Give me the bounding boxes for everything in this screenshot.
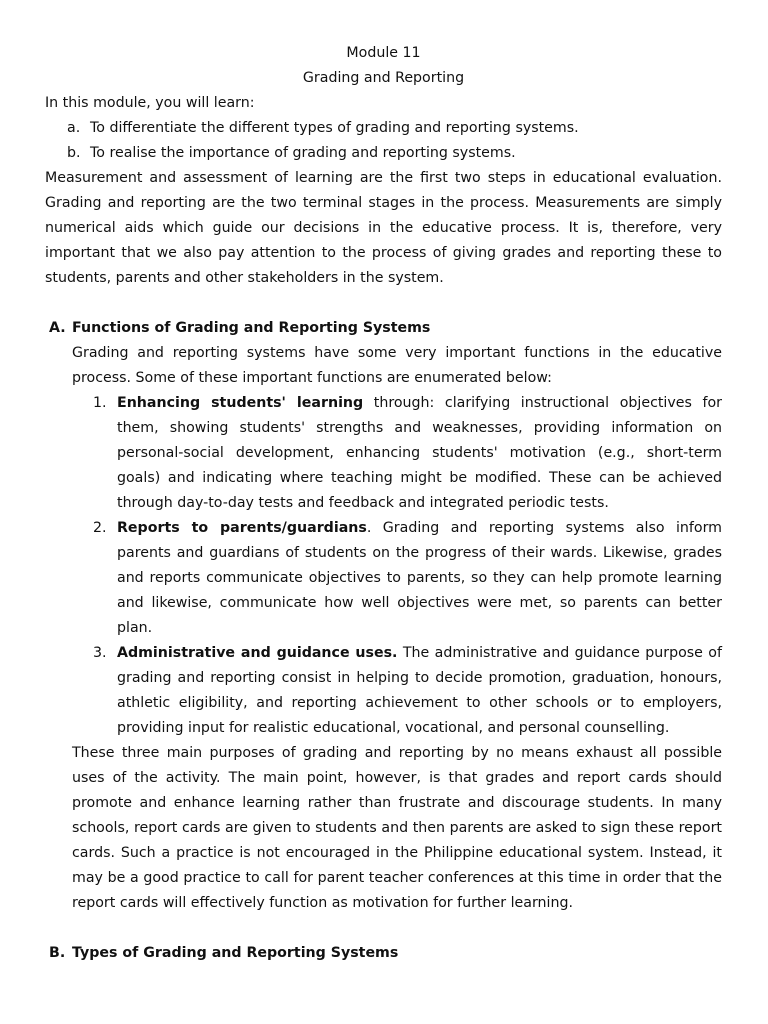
objective-text: To realise the importance of grading and reporting systems. (90, 145, 516, 161)
function-marker: 3. (93, 645, 107, 661)
section-a-closing: These three main purposes of grading and reporting by no means exhaust all possible uses of the activity. The main point, however, is that grades and report cards should promote and enhance learning rather than frustrate and discourage students. In many schools, report cards are given to students and then parents are asked to sign these report cards. Such a practice is not encouraged in the Philippine educational system. Instead, it may be a good practice to call for parent teacher conferences at this time in order that the report cards will effectively function as motivation for further learning. (72, 745, 722, 911)
objective-item (45, 141, 722, 166)
function-title: Reports to parents/guardians (117, 520, 367, 536)
objective-text: To differentiate the different types of grading and reporting systems. (90, 120, 579, 136)
function-title: Enhancing students' learning (117, 395, 364, 411)
function-item (45, 641, 722, 741)
document-page (45, 41, 722, 966)
section-a-title: Functions of Grading and Reporting Systems (72, 320, 431, 336)
objective-marker: a. (67, 120, 81, 136)
module-number: Module 11 (346, 45, 421, 61)
function-title: Administrative and guidance uses. (117, 645, 398, 661)
section-a-marker: A. (49, 320, 66, 336)
objectives-list (45, 116, 722, 166)
functions-list (45, 391, 722, 741)
module-title: Grading and Reporting (302, 70, 465, 86)
section-b-title: Types of Grading and Reporting Systems (72, 945, 399, 961)
section-b-heading (45, 941, 722, 966)
objective-marker: b. (67, 145, 81, 161)
function-marker: 2. (93, 520, 107, 536)
function-text: . Grading and reporting systems also inform parents and guardians of students on the progress of their wards. Likewise, grades and reports communicate objectives to parents, so they can help promote learning and likewise, communicate how well objectives were met, so parents can better plan. (117, 520, 722, 636)
function-marker: 1. (93, 395, 107, 411)
function-text: through: clarifying instructional objectives for them, showing students' strengths and weaknesses, providing information on personal-social development, enhancing students' motivation (e.g., short-term goals) and indicating where teaching might be modified. These can be achieved through day-to-day tests and feedback and integrated periodic tests. (117, 395, 722, 511)
section-a-heading (45, 316, 722, 341)
intro-lead: In this module, you will learn: (45, 95, 255, 111)
function-item (45, 391, 722, 516)
section-a-intro: Grading and reporting systems have some very important functions in the educative process. Some of these important functions are enumerated below: (72, 345, 722, 386)
section-b-marker: B. (49, 945, 66, 961)
objective-item (45, 116, 722, 141)
function-item (45, 516, 722, 641)
intro-paragraph: Measurement and assessment of learning are the first two steps in educational evaluation. Grading and reporting are the two terminal stages in the process. Measurements are simply numerical aids which guide our decisions in the educative process. It is, therefore, very important that we also pay attention to the process of giving grades and reporting these to students, parents and other stakeholders in the system. (45, 170, 722, 286)
function-text: The administrative and guidance purpose of grading and reporting consist in helping to decide promotion, graduation, honours, athletic eligibility, and reporting achievement to other schools or to employers, providing input for realistic educational, vocational, and personal counselling. (117, 645, 722, 736)
